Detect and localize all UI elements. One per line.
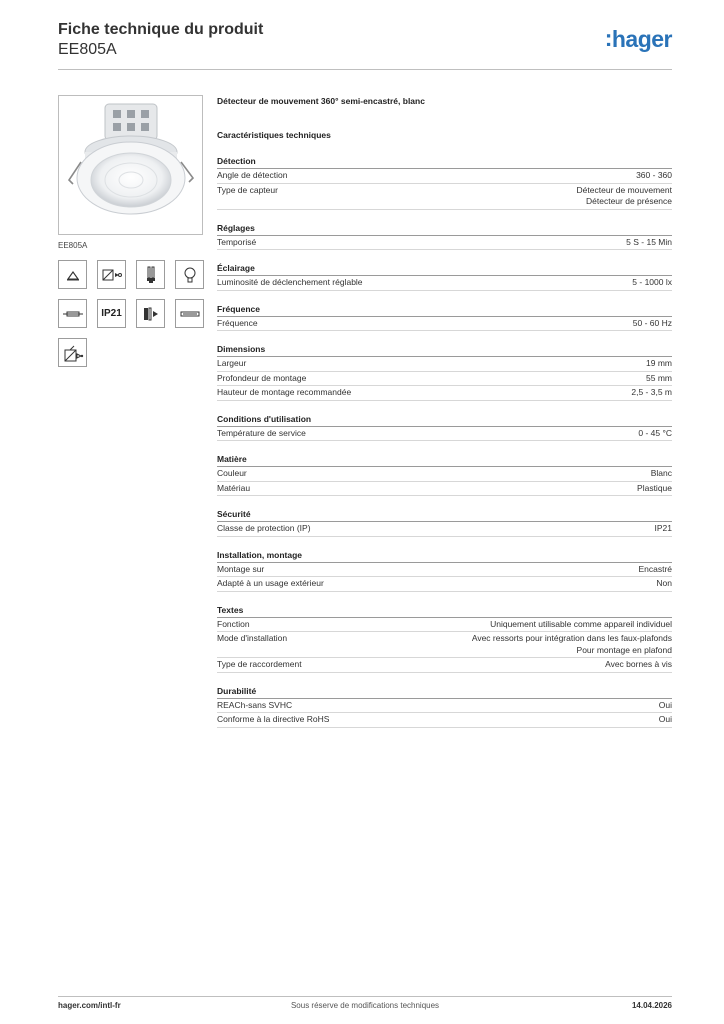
spec-label: Largeur [217,358,247,368]
spec-label: Hauteur de montage recommandée [217,387,352,397]
spec-row [217,577,672,592]
spec-label: Matériau [217,482,251,493]
spec-label: Angle de détection [217,170,288,180]
product-panel [58,95,203,367]
halogen-tube-icon [58,299,87,328]
spec-value: Non [656,578,672,588]
spec-value: Oui [658,714,672,724]
spec-value: 0 - 45 °C [638,427,672,438]
spec-value: Blanc [650,468,672,478]
spec-row [217,357,672,372]
spec-label: Adapté à un usage extérieur [217,578,324,588]
spec-value: Oui [658,699,672,710]
tube-lamp-icon [175,299,204,328]
hager-logo: :hager [604,25,672,52]
spec-row [217,169,672,184]
section-textes [217,604,672,673]
spec-value: Uniquement utilisable comme appareil individuel [490,618,672,629]
spec-row [217,386,672,401]
section-dimensions [217,343,672,401]
section-title: Fréquence [217,303,672,317]
spec-row [217,317,672,332]
spec-row [217,563,672,578]
spec-value: IP21 [654,523,672,533]
spec-label: Conforme à la directive RoHS [217,714,330,724]
spec-row [217,372,672,387]
spec-label: Fonction [217,618,250,629]
section-title: Éclairage [217,262,672,276]
section-frequence [217,303,672,332]
section-eclairage [217,262,672,291]
spec-panel [217,95,672,728]
product-code: EE805A [58,41,117,58]
ceiling-motion-detector-image [59,96,202,234]
spec-label: Profondeur de montage [217,372,307,383]
spec-sections [217,155,672,728]
spec-row [217,427,672,442]
spec-label: Temporisé [217,236,257,247]
section-title: Durabilité [217,685,672,699]
incandescent-bulb-icon [175,260,204,289]
spec-row [217,658,672,673]
spec-value: Avec ressorts pour intégration dans les faux-plafonds Pour montage en plafond [471,633,672,655]
footer-website-link[interactable]: hager.com/intl-fr [58,1001,121,1010]
spec-label: Couleur [217,468,247,478]
spec-label: Classe de protection (IP) [217,523,311,533]
spec-label: Température de service [217,427,306,438]
spec-value: 19 mm [646,358,672,368]
spec-value: 5 - 1000 lx [632,277,672,287]
section-title: Textes [217,604,672,618]
specs-heading: Caractéristiques techniques [217,130,331,140]
logo-text: hager [611,26,672,52]
section-reglages [217,222,672,251]
footer-disclaimer: Sous réserve de modifications techniques [290,1001,440,1010]
section-title: Dimensions [217,343,672,357]
pictogram-grid [58,260,203,367]
section-matiere [217,453,672,496]
spec-row [217,618,672,633]
spec-row [217,467,672,482]
spec-row [217,522,672,537]
spec-row [217,699,672,714]
ip-rating-icon [97,299,126,328]
spec-value: Détecteur de mouvement Détecteur de présence [576,184,672,206]
spec-row [217,713,672,728]
spec-row [217,632,672,658]
product-description: Détecteur de mouvement 360° semi-encastré, blanc [217,96,425,106]
section-title: Sécurité [217,508,672,522]
spec-row [217,276,672,291]
spec-label: Fréquence [217,317,258,328]
section-detection [217,155,672,210]
product-image [58,95,203,235]
spec-label: Type de raccordement [217,659,302,669]
section-title: Réglages [217,222,672,236]
spec-value: Avec bornes à vis [605,659,672,669]
spec-value: Encastré [638,563,672,574]
spec-value: 55 mm [646,372,672,383]
section-securite [217,508,672,537]
spec-value: Plastique [637,482,672,493]
section-durabilite [217,685,672,728]
page-title: Fiche technique du produit [58,21,264,38]
module-connection-icon [136,299,165,328]
spec-label: REACh-sans SVHC [217,699,293,710]
spec-label: Type de capteur [217,184,278,195]
wiring-diagram-icon [58,338,87,367]
spec-row [217,482,672,497]
spec-value: 5 S - 15 Min [626,236,672,247]
spec-value: 2,5 - 3,5 m [631,387,672,397]
spec-label: Mode d'installation [217,633,288,643]
spec-label: Luminosité de déclenchement réglable [217,277,363,287]
ceiling-mount-icon [58,260,87,289]
section-installation [217,549,672,592]
spec-row [217,236,672,251]
page-header [58,20,672,70]
section-title: Conditions d'utilisation [217,413,672,427]
page-footer [58,996,672,1012]
adjustment-icon [97,260,126,289]
section-conditions [217,413,672,442]
footer-date: 14.04.2026 [631,1001,672,1010]
image-caption: EE805A [58,241,88,250]
section-title: Détection [217,155,672,169]
ip-rating-text: IP21 [101,308,122,319]
fluorescent-lamp-icon [136,260,165,289]
spec-value: 50 - 60 Hz [632,317,672,328]
section-title: Matière [217,453,672,467]
section-title: Installation, montage [217,549,672,563]
spec-label: Montage sur [217,563,265,574]
spec-value: 360 - 360 [636,170,672,180]
spec-row [217,184,672,210]
